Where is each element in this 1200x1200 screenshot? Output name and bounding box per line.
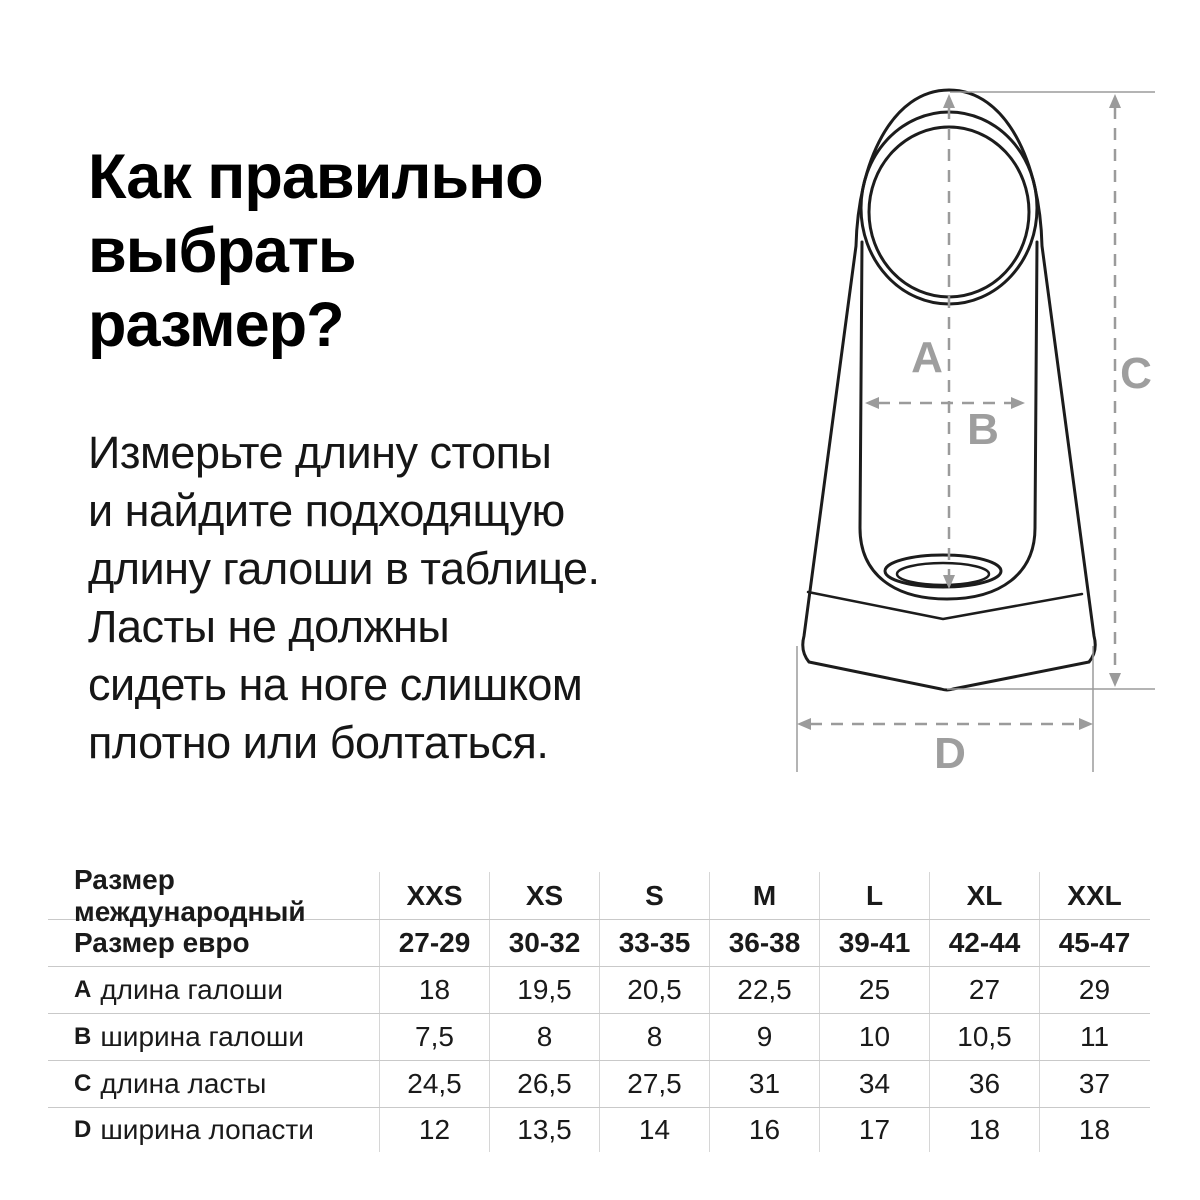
row-letter-b: B [74, 1023, 92, 1050]
dimension-label-b: B [967, 405, 999, 454]
table-row-euro [48, 920, 1150, 967]
euro-size-3: 33-35 [599, 920, 709, 966]
galosh-width-xxl: 11 [1039, 1014, 1149, 1060]
galosh-width-xs: 8 [489, 1014, 599, 1060]
intro-line-3: длину галоши в таблице. [88, 543, 600, 594]
arrow-c-up [1109, 94, 1121, 108]
row-header-fin-length [48, 1061, 379, 1107]
blade-chevron-line [808, 592, 1082, 619]
row-header-euro: Размер евро [74, 927, 250, 958]
heel-pad-outer [885, 555, 1001, 587]
fin-length-xxl: 37 [1039, 1061, 1149, 1107]
page-title-line-2: выбрать [88, 216, 356, 286]
intro-line-2: и найдите подходящую [88, 485, 565, 536]
row-letter-c: C [74, 1070, 92, 1097]
blade-width-xxs: 12 [379, 1108, 489, 1152]
intl-size-s: S [599, 872, 709, 919]
galosh-length-xs: 19,5 [489, 967, 599, 1013]
dimension-label-c: C [1120, 349, 1152, 398]
row-letter-d: D [74, 1116, 92, 1143]
fin-measurement-diagram [740, 50, 1200, 810]
euro-size-7: 45-47 [1039, 920, 1149, 966]
row-label-b: ширина галоши [100, 1021, 304, 1052]
galosh-width-s: 8 [599, 1014, 709, 1060]
euro-size-4: 36-38 [709, 920, 819, 966]
intro-paragraph [88, 424, 599, 772]
intl-size-xxs: XXS [379, 872, 489, 919]
galosh-width-xxs: 7,5 [379, 1014, 489, 1060]
intro-line-5: сидеть на ноге слишком [88, 659, 583, 710]
galosh-width-m: 9 [709, 1014, 819, 1060]
arrow-c-down [1109, 673, 1121, 687]
row-header-blade-width [48, 1108, 379, 1152]
page-title [88, 140, 543, 362]
intl-size-xs: XS [489, 872, 599, 919]
intl-size-l: L [819, 872, 929, 919]
fin-length-s: 27,5 [599, 1061, 709, 1107]
arrow-b-right [1011, 397, 1025, 409]
galosh-width-xl: 10,5 [929, 1014, 1039, 1060]
fin-length-xxs: 24,5 [379, 1061, 489, 1107]
blade-width-xxl: 18 [1039, 1108, 1149, 1152]
blade-width-m: 16 [709, 1108, 819, 1152]
fin-length-m: 31 [709, 1061, 819, 1107]
galosh-length-m: 22,5 [709, 967, 819, 1013]
intro-line-4: Ласты не должны [88, 601, 450, 652]
euro-size-2: 30-32 [489, 920, 599, 966]
table-row-galosh-length [48, 967, 1150, 1014]
table-row-galosh-width [48, 1014, 1150, 1061]
row-letter-a: A [74, 976, 92, 1003]
dimension-label-d: D [934, 729, 966, 778]
row-header-international: Размер международный [74, 863, 306, 927]
euro-size-5: 39-41 [819, 920, 929, 966]
row-label-d: ширина лопасти [100, 1114, 314, 1145]
dimension-label-a: A [911, 333, 943, 382]
blade-width-xs: 13,5 [489, 1108, 599, 1152]
galosh-width-l: 10 [819, 1014, 929, 1060]
fin-length-l: 34 [819, 1061, 929, 1107]
blade-width-s: 14 [599, 1108, 709, 1152]
euro-size-6: 42-44 [929, 920, 1039, 966]
arrow-d-left [797, 718, 811, 730]
page-title-line-1: Как правильно [88, 142, 543, 212]
heel-pad-inner [897, 563, 989, 585]
intl-size-xxl: XXL [1039, 872, 1149, 919]
galosh-length-xxl: 29 [1039, 967, 1149, 1013]
row-label-c: длина ласты [100, 1068, 267, 1099]
galosh-length-xxs: 18 [379, 967, 489, 1013]
page-title-line-3: размер? [88, 290, 344, 360]
blade-width-xl: 18 [929, 1108, 1039, 1152]
row-header-galosh-width [48, 1014, 379, 1060]
galosh-length-l: 25 [819, 967, 929, 1013]
arrow-d-right [1079, 718, 1093, 730]
table-row-blade-width [48, 1108, 1150, 1152]
euro-size-1: 27-29 [379, 920, 489, 966]
row-header-galosh-length [48, 967, 379, 1013]
galosh-length-xl: 27 [929, 967, 1039, 1013]
dimension-arrows-group [797, 94, 1121, 730]
intro-line-1: Измерьте длину стопы [88, 427, 552, 478]
arrow-a-up [943, 94, 955, 108]
galosh-length-s: 20,5 [599, 967, 709, 1013]
table-row-international [48, 863, 1150, 927]
arrow-b-left [865, 397, 879, 409]
intl-size-m: M [709, 872, 819, 919]
intro-line-6: плотно или болтаться. [88, 717, 549, 768]
fin-length-xs: 26,5 [489, 1061, 599, 1107]
fin-length-xl: 36 [929, 1061, 1039, 1107]
blade-width-l: 17 [819, 1108, 929, 1152]
row-label-a: длина галоши [100, 974, 283, 1005]
size-table [48, 863, 1150, 1152]
table-row-fin-length [48, 1061, 1150, 1108]
intl-size-xl: XL [929, 872, 1039, 919]
